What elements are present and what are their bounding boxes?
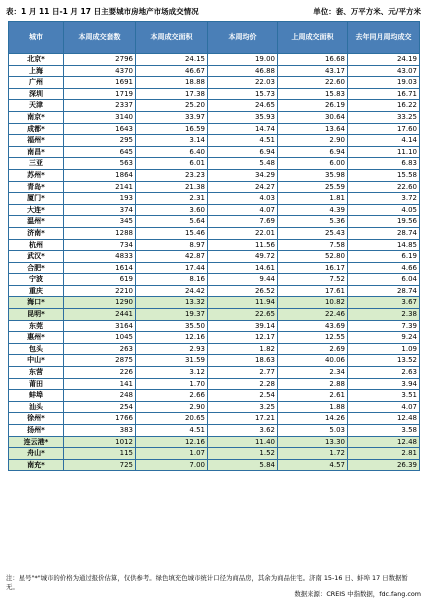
value-cell: 2141	[64, 181, 136, 193]
table-row	[9, 169, 420, 181]
value-cell: 12.48	[348, 436, 420, 448]
value-cell: 263	[64, 343, 136, 355]
city-cell: 南充*	[9, 459, 64, 471]
value-cell: 13.32	[136, 297, 208, 309]
city-cell: 三亚	[9, 158, 64, 170]
value-cell: 11.56	[208, 239, 278, 251]
table-row	[9, 181, 420, 193]
value-cell: 2.69	[278, 343, 348, 355]
value-cell: 42.87	[136, 251, 208, 263]
value-cell: 23.23	[136, 169, 208, 181]
city-cell: 蚌埠	[9, 390, 64, 402]
value-cell: 7.52	[278, 274, 348, 286]
value-cell: 4.39	[278, 204, 348, 216]
table-row	[9, 459, 420, 471]
value-cell: 2.77	[208, 367, 278, 379]
city-cell: 连云港*	[9, 436, 64, 448]
value-cell: 3.25	[208, 401, 278, 413]
value-cell: 6.40	[136, 146, 208, 158]
value-cell: 25.20	[136, 100, 208, 112]
value-cell: 2875	[64, 355, 136, 367]
header-last-year-avg: 去年同月周均成交	[348, 22, 420, 54]
value-cell: 30.64	[278, 111, 348, 123]
value-cell: 52.80	[278, 251, 348, 263]
value-cell: 3.72	[348, 193, 420, 205]
value-cell: 345	[64, 216, 136, 228]
value-cell: 563	[64, 158, 136, 170]
value-cell: 2.31	[136, 193, 208, 205]
value-cell: 16.17	[278, 262, 348, 274]
table-row	[9, 332, 420, 344]
table-row	[9, 262, 420, 274]
table-row	[9, 135, 420, 147]
value-cell: 2.63	[348, 367, 420, 379]
value-cell: 7.69	[208, 216, 278, 228]
value-cell: 1766	[64, 413, 136, 425]
table-row	[9, 320, 420, 332]
table-row	[9, 100, 420, 112]
value-cell: 1864	[64, 169, 136, 181]
value-cell: 645	[64, 146, 136, 158]
city-cell: 扬州*	[9, 425, 64, 437]
value-cell: 1012	[64, 436, 136, 448]
table-body	[9, 54, 420, 471]
city-cell: 包头	[9, 343, 64, 355]
value-cell: 22.65	[208, 309, 278, 321]
value-cell: 43.07	[348, 65, 420, 77]
value-cell: 18.88	[136, 77, 208, 89]
value-cell: 6.83	[348, 158, 420, 170]
city-cell: 福州*	[9, 135, 64, 147]
value-cell: 12.55	[278, 332, 348, 344]
value-cell: 11.94	[208, 297, 278, 309]
table-row	[9, 343, 420, 355]
value-cell: 13.52	[348, 355, 420, 367]
city-cell: 济南*	[9, 227, 64, 239]
value-cell: 15.73	[208, 88, 278, 100]
table-row	[9, 88, 420, 100]
value-cell: 1.88	[278, 401, 348, 413]
value-cell: 22.60	[348, 181, 420, 193]
value-cell: 1290	[64, 297, 136, 309]
value-cell: 374	[64, 204, 136, 216]
value-cell: 25.43	[278, 227, 348, 239]
table-row	[9, 204, 420, 216]
value-cell: 5.48	[208, 158, 278, 170]
value-cell: 1643	[64, 123, 136, 135]
value-cell: 1288	[64, 227, 136, 239]
value-cell: 6.04	[348, 274, 420, 286]
city-cell: 合肥*	[9, 262, 64, 274]
value-cell: 16.71	[348, 88, 420, 100]
value-cell: 14.74	[208, 123, 278, 135]
value-cell: 141	[64, 378, 136, 390]
value-cell: 33.25	[348, 111, 420, 123]
value-cell: 1.07	[136, 448, 208, 460]
unit-label: 单位：套、万平方米、元/平方米	[313, 7, 421, 16]
value-cell: 1.82	[208, 343, 278, 355]
value-cell: 33.97	[136, 111, 208, 123]
value-cell: 5.36	[278, 216, 348, 228]
value-cell: 725	[64, 459, 136, 471]
city-cell: 惠州*	[9, 332, 64, 344]
value-cell: 5.64	[136, 216, 208, 228]
value-cell: 4.66	[348, 262, 420, 274]
value-cell: 3.12	[136, 367, 208, 379]
table-row	[9, 77, 420, 89]
table-row	[9, 274, 420, 286]
value-cell: 4.07	[208, 204, 278, 216]
value-cell: 1614	[64, 262, 136, 274]
value-cell: 12.17	[208, 332, 278, 344]
value-cell: 26.19	[278, 100, 348, 112]
value-cell: 17.44	[136, 262, 208, 274]
value-cell: 3.94	[348, 378, 420, 390]
transactions-table	[8, 21, 420, 471]
table-row	[9, 251, 420, 263]
value-cell: 9.24	[348, 332, 420, 344]
city-cell: 苏州*	[9, 169, 64, 181]
value-cell: 14.26	[278, 413, 348, 425]
value-cell: 6.01	[136, 158, 208, 170]
table-row	[9, 401, 420, 413]
value-cell: 17.38	[136, 88, 208, 100]
value-cell: 619	[64, 274, 136, 286]
value-cell: 1.52	[208, 448, 278, 460]
city-cell: 东莞	[9, 320, 64, 332]
value-cell: 35.50	[136, 320, 208, 332]
value-cell: 5.03	[278, 425, 348, 437]
value-cell: 13.30	[278, 436, 348, 448]
value-cell: 2.38	[348, 309, 420, 321]
header-last-week-area: 上周成交面积	[278, 22, 348, 54]
table-row	[9, 390, 420, 402]
value-cell: 18.63	[208, 355, 278, 367]
value-cell: 295	[64, 135, 136, 147]
value-cell: 2.66	[136, 390, 208, 402]
value-cell: 28.74	[348, 285, 420, 297]
table-title: 表：1 月 11 日-1 月 17 日主要城市房地产市场成交情况	[6, 7, 199, 16]
table-row	[9, 123, 420, 135]
value-cell: 3.51	[348, 390, 420, 402]
city-cell: 北京*	[9, 54, 64, 66]
value-cell: 4833	[64, 251, 136, 263]
header-city: 城市	[9, 22, 64, 54]
value-cell: 22.03	[208, 77, 278, 89]
value-cell: 16.22	[348, 100, 420, 112]
table-row	[9, 367, 420, 379]
footnote: 注：星号"*"城市的价格为通过报价估算，仅供参考。绿色填充色城市统计口径为商品房，其余为商品住宅。济南 15-16 日、蚌埠 17 日数据暂无。	[6, 574, 408, 591]
table-row	[9, 111, 420, 123]
city-cell: 成都*	[9, 123, 64, 135]
value-cell: 2.81	[348, 448, 420, 460]
value-cell: 6.94	[278, 146, 348, 158]
value-cell: 15.46	[136, 227, 208, 239]
table-row	[9, 239, 420, 251]
value-cell: 43.69	[278, 320, 348, 332]
table-row	[9, 448, 420, 460]
value-cell: 6.94	[208, 146, 278, 158]
value-cell: 2.54	[208, 390, 278, 402]
value-cell: 35.98	[278, 169, 348, 181]
value-cell: 3140	[64, 111, 136, 123]
value-cell: 3.62	[208, 425, 278, 437]
city-cell: 舟山*	[9, 448, 64, 460]
value-cell: 49.72	[208, 251, 278, 263]
value-cell: 2.93	[136, 343, 208, 355]
value-cell: 7.58	[278, 239, 348, 251]
value-cell: 20.65	[136, 413, 208, 425]
value-cell: 1.72	[278, 448, 348, 460]
value-cell: 19.56	[348, 216, 420, 228]
value-cell: 31.59	[136, 355, 208, 367]
value-cell: 9.44	[208, 274, 278, 286]
value-cell: 34.29	[208, 169, 278, 181]
value-cell: 383	[64, 425, 136, 437]
value-cell: 2796	[64, 54, 136, 66]
value-cell: 7.39	[348, 320, 420, 332]
value-cell: 1.09	[348, 343, 420, 355]
value-cell: 22.60	[278, 77, 348, 89]
value-cell: 193	[64, 193, 136, 205]
value-cell: 226	[64, 367, 136, 379]
value-cell: 46.88	[208, 65, 278, 77]
city-cell: 武汉*	[9, 251, 64, 263]
value-cell: 13.64	[278, 123, 348, 135]
value-cell: 24.15	[136, 54, 208, 66]
city-cell: 昆明*	[9, 309, 64, 321]
table-row	[9, 378, 420, 390]
city-cell: 南京*	[9, 111, 64, 123]
value-cell: 6.19	[348, 251, 420, 263]
table-row	[9, 355, 420, 367]
table-row	[9, 216, 420, 228]
value-cell: 43.17	[278, 65, 348, 77]
table-row	[9, 425, 420, 437]
value-cell: 1.81	[278, 193, 348, 205]
city-cell: 徐州*	[9, 413, 64, 425]
value-cell: 26.52	[208, 285, 278, 297]
value-cell: 19.03	[348, 77, 420, 89]
table-header-row	[9, 22, 420, 54]
city-cell: 广州	[9, 77, 64, 89]
value-cell: 14.85	[348, 239, 420, 251]
table-row	[9, 227, 420, 239]
value-cell: 24.27	[208, 181, 278, 193]
table-row	[9, 65, 420, 77]
header-units: 本周成交套数	[64, 22, 136, 54]
city-cell: 海口*	[9, 297, 64, 309]
city-cell: 天津	[9, 100, 64, 112]
value-cell: 16.68	[278, 54, 348, 66]
city-cell: 温州*	[9, 216, 64, 228]
value-cell: 19.00	[208, 54, 278, 66]
value-cell: 2.90	[278, 135, 348, 147]
value-cell: 4.03	[208, 193, 278, 205]
city-cell: 中山*	[9, 355, 64, 367]
table-caption	[6, 6, 421, 18]
value-cell: 16.59	[136, 123, 208, 135]
value-cell: 1719	[64, 88, 136, 100]
value-cell: 3164	[64, 320, 136, 332]
value-cell: 39.14	[208, 320, 278, 332]
value-cell: 24.19	[348, 54, 420, 66]
value-cell: 4.57	[278, 459, 348, 471]
value-cell: 14.61	[208, 262, 278, 274]
value-cell: 6.00	[278, 158, 348, 170]
value-cell: 1.70	[136, 378, 208, 390]
table-row	[9, 146, 420, 158]
value-cell: 248	[64, 390, 136, 402]
value-cell: 5.84	[208, 459, 278, 471]
value-cell: 12.16	[136, 332, 208, 344]
value-cell: 46.67	[136, 65, 208, 77]
value-cell: 24.42	[136, 285, 208, 297]
city-cell: 深圳	[9, 88, 64, 100]
table-row	[9, 413, 420, 425]
value-cell: 2.34	[278, 367, 348, 379]
value-cell: 11.10	[348, 146, 420, 158]
header-avg-price: 本周均价	[208, 22, 278, 54]
value-cell: 8.97	[136, 239, 208, 251]
value-cell: 4.14	[348, 135, 420, 147]
value-cell: 4.07	[348, 401, 420, 413]
value-cell: 115	[64, 448, 136, 460]
value-cell: 8.16	[136, 274, 208, 286]
table-row	[9, 193, 420, 205]
value-cell: 4.05	[348, 204, 420, 216]
city-cell: 大连*	[9, 204, 64, 216]
value-cell: 22.01	[208, 227, 278, 239]
value-cell: 24.65	[208, 100, 278, 112]
value-cell: 3.67	[348, 297, 420, 309]
header-area: 本周成交面积	[136, 22, 208, 54]
city-cell: 厦门*	[9, 193, 64, 205]
table-row	[9, 158, 420, 170]
value-cell: 28.74	[348, 227, 420, 239]
value-cell: 2210	[64, 285, 136, 297]
value-cell: 254	[64, 401, 136, 413]
city-cell: 上海	[9, 65, 64, 77]
value-cell: 734	[64, 239, 136, 251]
value-cell: 4370	[64, 65, 136, 77]
value-cell: 2.28	[208, 378, 278, 390]
value-cell: 35.93	[208, 111, 278, 123]
value-cell: 12.16	[136, 436, 208, 448]
value-cell: 11.40	[208, 436, 278, 448]
value-cell: 15.83	[278, 88, 348, 100]
value-cell: 21.38	[136, 181, 208, 193]
value-cell: 2337	[64, 100, 136, 112]
value-cell: 2.90	[136, 401, 208, 413]
table-row	[9, 309, 420, 321]
value-cell: 2.61	[278, 390, 348, 402]
city-cell: 汕头	[9, 401, 64, 413]
table-row	[9, 436, 420, 448]
value-cell: 2441	[64, 309, 136, 321]
value-cell: 17.21	[208, 413, 278, 425]
table-row	[9, 54, 420, 66]
value-cell: 2.88	[278, 378, 348, 390]
data-source: 数据来源：CREIS 中指数据，fdc.fang.com	[294, 590, 421, 598]
value-cell: 3.58	[348, 425, 420, 437]
city-cell: 莆田	[9, 378, 64, 390]
table-row	[9, 285, 420, 297]
value-cell: 15.58	[348, 169, 420, 181]
value-cell: 12.48	[348, 413, 420, 425]
value-cell: 10.82	[278, 297, 348, 309]
city-cell: 东营	[9, 367, 64, 379]
value-cell: 22.46	[278, 309, 348, 321]
city-cell: 重庆	[9, 285, 64, 297]
value-cell: 7.00	[136, 459, 208, 471]
city-cell: 青岛*	[9, 181, 64, 193]
table-row	[9, 297, 420, 309]
value-cell: 3.14	[136, 135, 208, 147]
value-cell: 3.60	[136, 204, 208, 216]
city-cell: 杭州	[9, 239, 64, 251]
value-cell: 19.37	[136, 309, 208, 321]
value-cell: 40.06	[278, 355, 348, 367]
value-cell: 17.61	[278, 285, 348, 297]
value-cell: 4.51	[208, 135, 278, 147]
value-cell: 1045	[64, 332, 136, 344]
city-cell: 南昌*	[9, 146, 64, 158]
value-cell: 4.51	[136, 425, 208, 437]
value-cell: 17.60	[348, 123, 420, 135]
value-cell: 26.39	[348, 459, 420, 471]
city-cell: 宁波	[9, 274, 64, 286]
value-cell: 25.59	[278, 181, 348, 193]
value-cell: 1691	[64, 77, 136, 89]
